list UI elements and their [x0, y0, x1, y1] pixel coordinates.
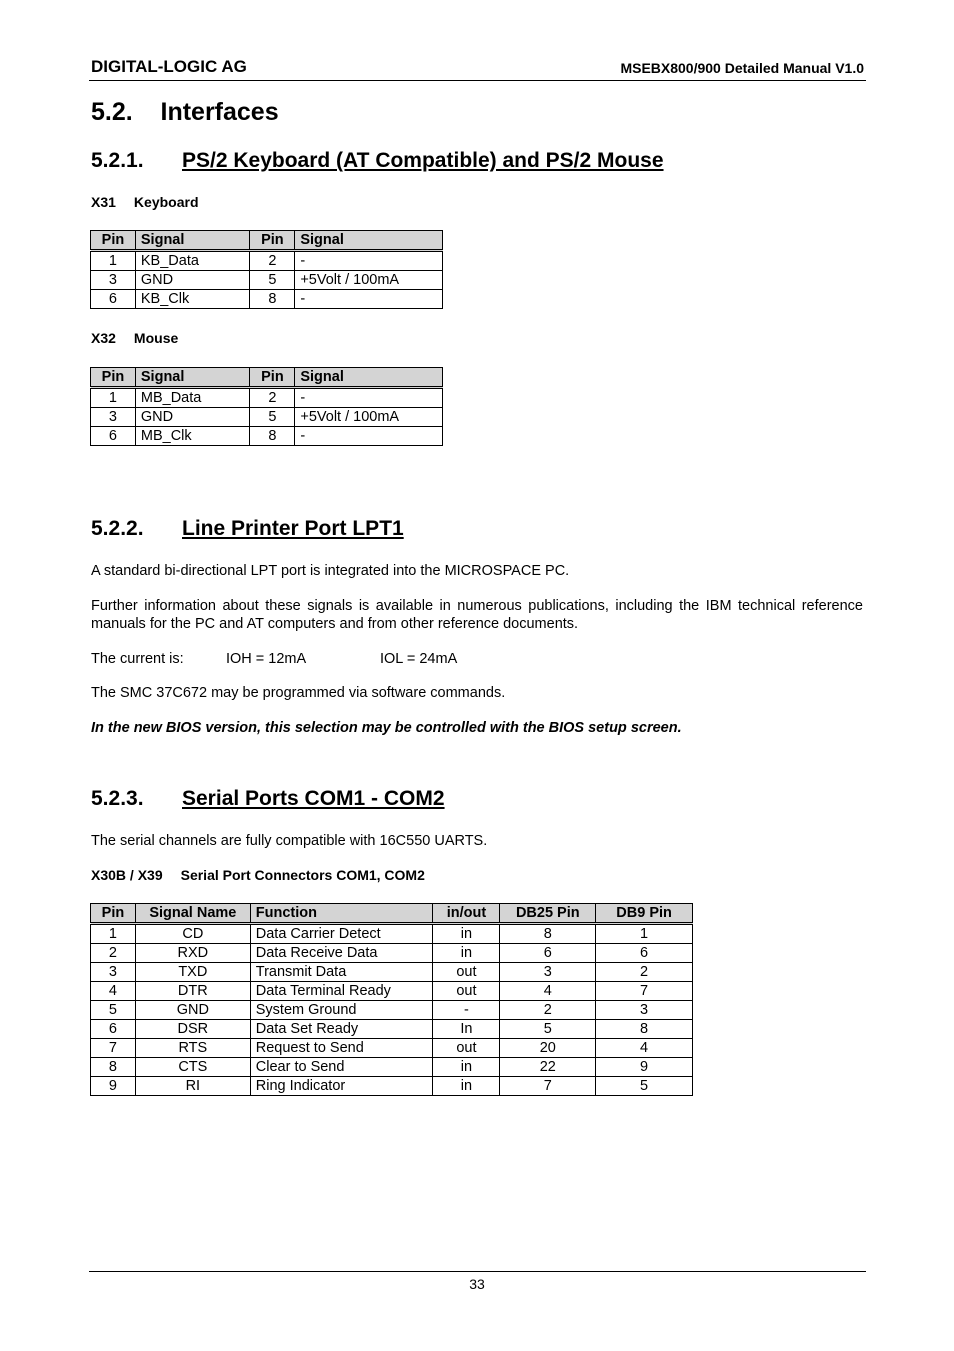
table-cell: - [295, 251, 443, 271]
column-header: Signal [135, 368, 250, 388]
table-cell: CD [135, 924, 250, 944]
page-number: 33 [469, 1276, 485, 1292]
serial-caption [91, 867, 425, 883]
table-cell: 8 [500, 924, 596, 944]
table-row [91, 251, 443, 271]
table-cell: 5 [596, 1077, 693, 1096]
lpt-paragraph: A standard bi-directional LPT port is integrated into the MICROSPACE PC. [91, 563, 570, 579]
column-header: Function [250, 904, 433, 924]
table-cell: 22 [500, 1058, 596, 1077]
table-cell: 8 [91, 1058, 136, 1077]
lpt-heading [91, 517, 404, 541]
table-cell: 9 [91, 1077, 136, 1096]
table-cell: Request to Send [250, 1039, 433, 1058]
table-cell: Ring Indicator [250, 1077, 433, 1096]
table-cell: - [433, 1001, 500, 1020]
table-cell: 7 [596, 982, 693, 1001]
table-row [91, 427, 443, 446]
table-row [91, 982, 693, 1001]
table-cell: 3 [596, 1001, 693, 1020]
table-cell: 7 [500, 1077, 596, 1096]
keyboard-label: Keyboard [133, 194, 199, 210]
column-header: Signal [295, 368, 443, 388]
ps2-heading [91, 149, 664, 173]
column-header: DB25 Pin [500, 904, 596, 924]
serial-paragraph: The serial channels are fully compatible with 16C550 UARTS. [91, 833, 488, 849]
table-row [91, 271, 443, 290]
table-cell: CTS [135, 1058, 250, 1077]
table-row [91, 1001, 693, 1020]
table-header-row [91, 231, 443, 251]
iol-value: IOL = 24mA [380, 651, 458, 667]
ps2-title: PS/2 Keyboard (AT Compatible) and PS/2 Mouse [182, 149, 664, 172]
table-cell: 1 [91, 924, 136, 944]
table-cell: in [433, 1077, 500, 1096]
keyboard-table [90, 230, 443, 309]
table-cell: 7 [91, 1039, 136, 1058]
table-cell: in [433, 1058, 500, 1077]
column-header: Pin [250, 368, 295, 388]
table-cell: System Ground [250, 1001, 433, 1020]
table-cell: Data Receive Data [250, 944, 433, 963]
table-cell: 6 [91, 427, 136, 446]
section-heading [91, 98, 279, 127]
section-number: 5.2. [91, 98, 133, 126]
table-cell: 1 [91, 251, 136, 271]
table-cell: 1 [91, 388, 136, 408]
lpt-paragraph: The SMC 37C672 may be programmed via software commands. [91, 685, 506, 701]
table-cell: Transmit Data [250, 963, 433, 982]
serial-number: 5.2.3. [91, 787, 144, 810]
table-cell: GND [135, 271, 250, 290]
table-cell: out [433, 963, 500, 982]
table-cell: RXD [135, 944, 250, 963]
table-cell: Clear to Send [250, 1058, 433, 1077]
header-rule [89, 80, 866, 81]
table-cell: GND [135, 408, 250, 427]
table-cell: 2 [596, 963, 693, 982]
section-title: Interfaces [160, 98, 279, 126]
table-cell: 5 [91, 1001, 136, 1020]
serial-connector-id: X30B / X39 [91, 867, 163, 883]
table-cell: RI [135, 1077, 250, 1096]
table-cell: 3 [91, 963, 136, 982]
table-cell: 4 [91, 982, 136, 1001]
mouse-label: Mouse [133, 330, 179, 346]
lpt-title: Line Printer Port LPT1 [182, 517, 404, 540]
table-row [91, 290, 443, 309]
serial-heading [91, 787, 445, 811]
table-row [91, 1020, 693, 1039]
table-cell: 8 [596, 1020, 693, 1039]
current-label: The current is: [91, 651, 184, 667]
table-cell: Data Set Ready [250, 1020, 433, 1039]
table-cell: 5 [250, 408, 295, 427]
table-cell: KB_Clk [135, 290, 250, 309]
header-manual-title: MSEBX800/900 Detailed Manual V1.0 [620, 60, 864, 76]
column-header: Pin [91, 368, 136, 388]
table-cell: 6 [596, 944, 693, 963]
lpt-number: 5.2.2. [91, 517, 144, 540]
column-header: in/out [433, 904, 500, 924]
table-cell: DSR [135, 1020, 250, 1039]
column-header: Pin [91, 231, 136, 251]
table-cell: TXD [135, 963, 250, 982]
column-header: Signal [295, 231, 443, 251]
serial-title: Serial Ports COM1 - COM2 [182, 787, 445, 810]
table-cell: 5 [250, 271, 295, 290]
mouse-table [90, 367, 443, 446]
table-cell: 2 [500, 1001, 596, 1020]
lpt-current-line [91, 650, 863, 668]
header-company: DIGITAL-LOGIC AG [91, 57, 247, 76]
table-cell: - [295, 388, 443, 408]
table-cell: 8 [250, 427, 295, 446]
table-cell: KB_Data [135, 251, 250, 271]
table-row [91, 1077, 693, 1096]
table-cell: 3 [500, 963, 596, 982]
table-row [91, 1058, 693, 1077]
table-cell: +5Volt / 100mA [295, 408, 443, 427]
table-row [91, 408, 443, 427]
keyboard-connector-id: X31 [91, 194, 116, 210]
serial-caption-label: Serial Port Connectors COM1, COM2 [180, 867, 425, 883]
table-cell: 2 [250, 388, 295, 408]
table-cell: 3 [91, 408, 136, 427]
serial-table [90, 903, 693, 1096]
table-cell: in [433, 924, 500, 944]
table-cell: 3 [91, 271, 136, 290]
column-header: Signal Name [135, 904, 250, 924]
table-cell: 6 [91, 1020, 136, 1039]
table-cell: 8 [250, 290, 295, 309]
table-cell: 2 [250, 251, 295, 271]
keyboard-caption [91, 194, 199, 210]
table-cell: 9 [596, 1058, 693, 1077]
column-header: Pin [250, 231, 295, 251]
table-cell: Data Carrier Detect [250, 924, 433, 944]
table-cell: 6 [91, 290, 136, 309]
table-cell: MB_Clk [135, 427, 250, 446]
table-cell: - [295, 427, 443, 446]
table-row [91, 924, 693, 944]
lpt-paragraph: Further information about these signals is available in numerous publications, including the IBM technical reference manuals for the PC and AT computers and from other reference documents. [91, 598, 863, 632]
ps2-number: 5.2.1. [91, 149, 144, 172]
table-cell: GND [135, 1001, 250, 1020]
footer-rule [89, 1271, 866, 1272]
table-cell: 5 [500, 1020, 596, 1039]
table-cell: in [433, 944, 500, 963]
table-row [91, 963, 693, 982]
table-header-row [91, 368, 443, 388]
column-header: Pin [91, 904, 136, 924]
table-cell: 4 [596, 1039, 693, 1058]
table-row [91, 1039, 693, 1058]
table-cell: RTS [135, 1039, 250, 1058]
table-cell: In [433, 1020, 500, 1039]
table-cell: - [295, 290, 443, 309]
column-header: DB9 Pin [596, 904, 693, 924]
table-cell: out [433, 1039, 500, 1058]
table-cell: 2 [91, 944, 136, 963]
table-cell: 1 [596, 924, 693, 944]
table-cell: Data Terminal Ready [250, 982, 433, 1001]
table-row [91, 944, 693, 963]
table-cell: out [433, 982, 500, 1001]
table-cell: 20 [500, 1039, 596, 1058]
column-header: Signal [135, 231, 250, 251]
table-cell: 4 [500, 982, 596, 1001]
table-cell: 6 [500, 944, 596, 963]
mouse-caption [91, 330, 178, 346]
table-cell: +5Volt / 100mA [295, 271, 443, 290]
table-cell: MB_Data [135, 388, 250, 408]
table-header-row [91, 904, 693, 924]
bios-note: In the new BIOS version, this selection may be controlled with the BIOS setup screen. [91, 720, 682, 736]
ioh-value: IOH = 12mA [226, 651, 307, 667]
table-row [91, 388, 443, 408]
table-cell: DTR [135, 982, 250, 1001]
mouse-connector-id: X32 [91, 330, 116, 346]
